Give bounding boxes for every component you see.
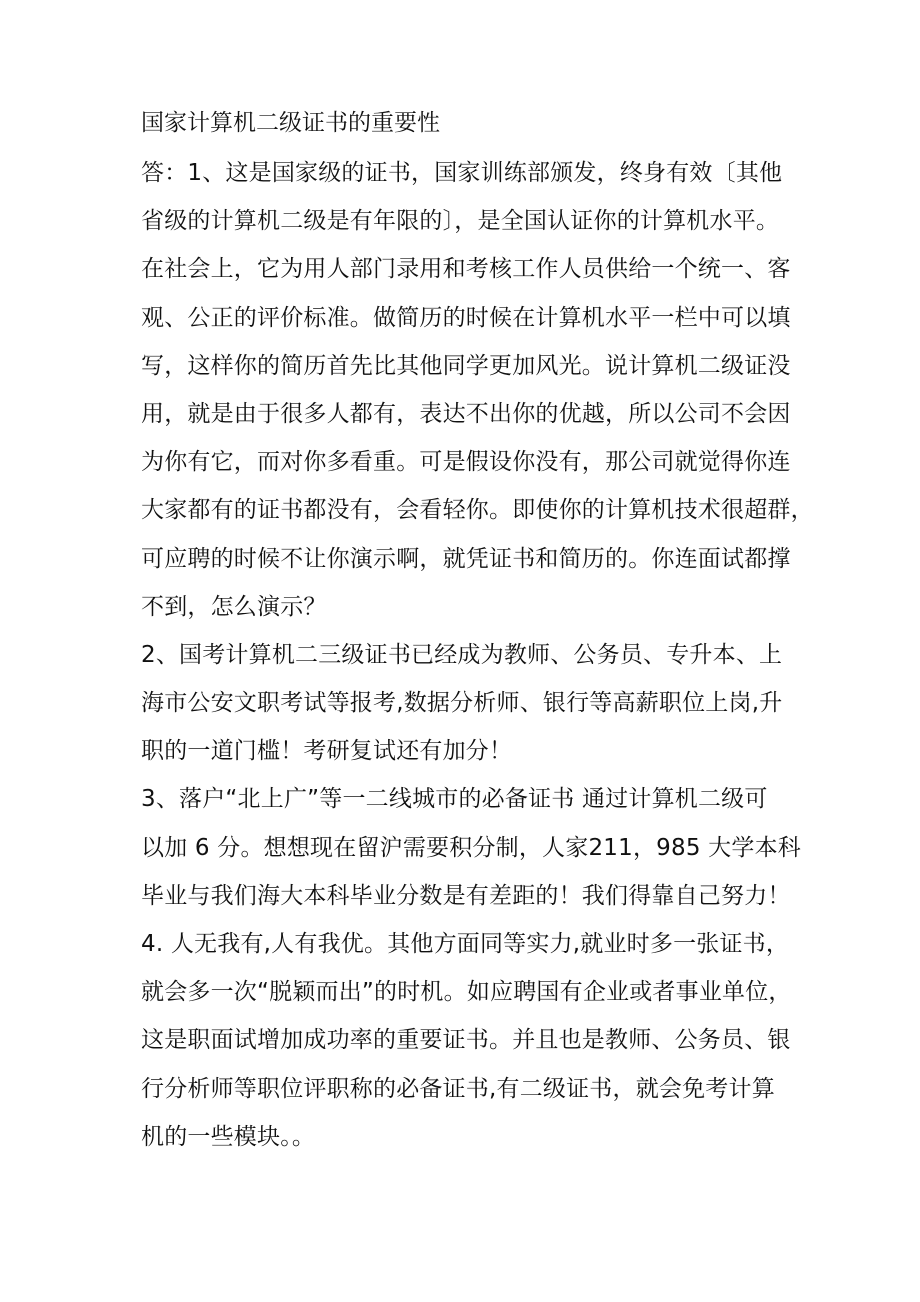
text-line: 2、国考计算机二三级证书已经成为教师、公务员、专升本、上 bbox=[141, 641, 783, 668]
text-line: 为你有它，而对你多看重。可是假设你没有，那公司就觉得你连 bbox=[141, 449, 791, 476]
text-line: 这是职面试增加成功率的重要证书。并且也是教师、公务员、银 bbox=[141, 1027, 791, 1054]
document-title: 国家计算机二级证书的重要性 bbox=[141, 110, 440, 136]
text-line: 机的一些模块。。 bbox=[141, 1123, 316, 1150]
text-line: 大家都有的证书都没有，会看轻你。即使你的计算机技术很超群， bbox=[141, 497, 814, 524]
document-body bbox=[141, 156, 821, 1168]
text-line: 可应聘的时候不让你演示啊，就凭证书和简历的。你连面试都撑 bbox=[141, 545, 791, 572]
text-line: 省级的计算机二级是有年限的〕，是全国认证你的计算机水平。 bbox=[141, 208, 780, 235]
text-line: 不到，怎么演示？ bbox=[141, 593, 327, 620]
text-line: 观、公正的评价标准。做简历的时候在计算机水平一栏中可以填 bbox=[141, 304, 791, 331]
text-line: 行分析师等职位评职称的必备证书,有二级证书，就会免考计算 bbox=[141, 1075, 775, 1102]
text-line: 答：1、这是国家级的证书，国家训练部颁发，终身有效〔其他 bbox=[141, 160, 783, 186]
text-line: 4. 人无我有,人有我优。其他方面同等实力,就业时多一张证书， bbox=[141, 931, 790, 957]
text-line: 就会多一次“脱颖而出”的时机。如应聘国有企业或者事业单位， bbox=[141, 979, 792, 1006]
text-line: 毕业与我们海大本科毕业分数是有差距的！我们得靠自己努力！ bbox=[141, 882, 791, 909]
text-line: 在社会上，它为用人部门录用和考核工作人员供给一个统一、客 bbox=[141, 256, 791, 283]
text-line: 写，这样你的简历首先比其他同学更加风光。说计算机二级证没 bbox=[141, 352, 791, 379]
text-line: 职的一道门槛！考研复试还有加分！ bbox=[141, 738, 513, 765]
text-line: 海市公安文职考试等报考,数据分析师、银行等高薪职位上岗,升 bbox=[141, 690, 783, 717]
text-line: 3、落户“北上广”等一二线城市的必备证书 通过计算机二级可 bbox=[141, 786, 768, 813]
text-line: 以加 6 分。想想现在留沪需要积分制，人家211，985 大学本科 bbox=[141, 834, 801, 861]
text-line: 用，就是由于很多人都有，表达不出你的优越，所以公司不会因 bbox=[141, 400, 791, 427]
